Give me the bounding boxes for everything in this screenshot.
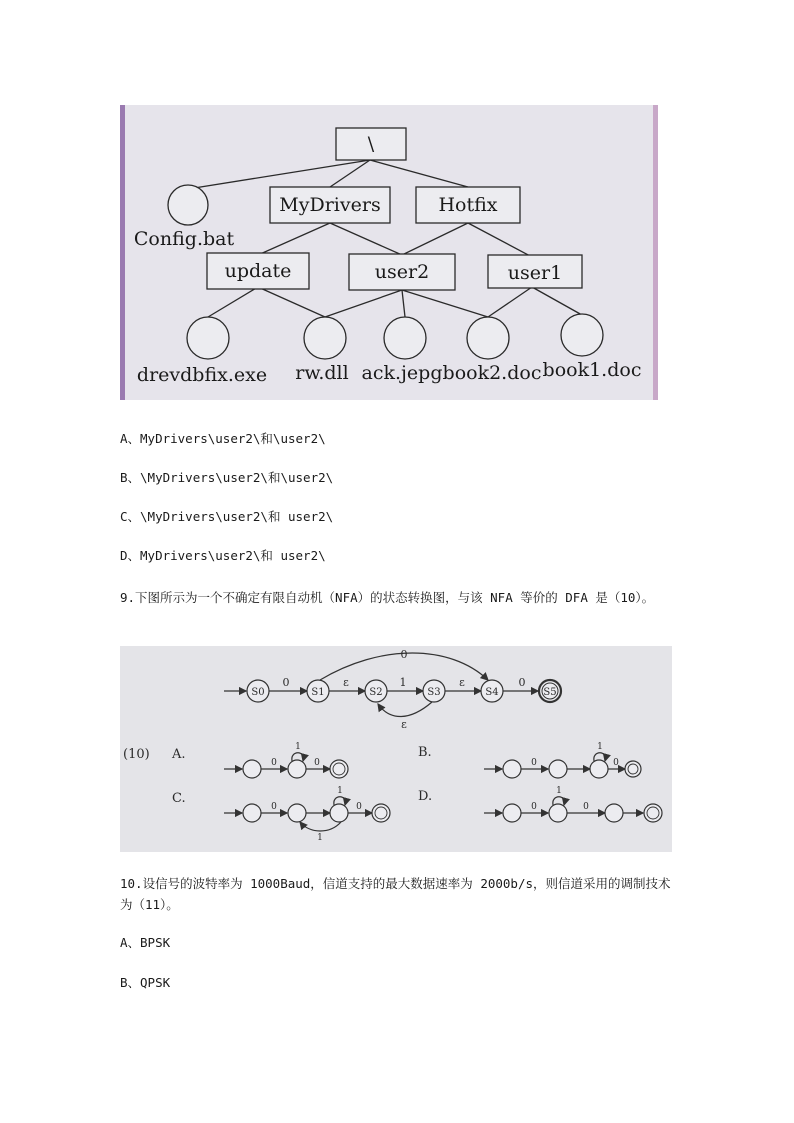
option-edge-label: 0 xyxy=(356,802,362,812)
nfa-state-s2: S2 xyxy=(369,687,383,698)
q10-stem: 10.设信号的波特率为 1000Baud，信道支持的最大数据速率为 2000b/s，则信道采用的调制技术为（11）。 xyxy=(120,876,671,912)
nfa-option-a-label: A. xyxy=(172,747,186,762)
option-edge-label: 1 xyxy=(295,742,301,752)
option-edge-label: 0 xyxy=(531,802,537,812)
tree-node-update: update xyxy=(224,260,292,282)
option-edge-label: 0 xyxy=(531,758,537,768)
nfa-option-c-label: C. xyxy=(172,791,186,806)
directory-tree-figure xyxy=(120,105,658,400)
q9-stem: 9.下图所示为一个不确定有限自动机（NFA）的状态转换图，与该 NFA 等价的 DFA 是（10）。 xyxy=(120,590,655,605)
q8-option-b: B、\MyDrivers\user2\和\user2\ xyxy=(120,470,334,485)
nfa-state-s4: S4 xyxy=(485,687,499,698)
nfa-option-b-label: B. xyxy=(418,745,432,760)
tree-root: \ xyxy=(367,133,375,155)
q8-option-d: D、MyDrivers\user2\和 user2\ xyxy=(120,548,326,563)
option-edge-label: 0 xyxy=(613,758,619,768)
option-edge-label: 1 xyxy=(317,833,323,843)
tree-leaf-rwdll: rw.dll xyxy=(295,362,349,384)
tree-node-user2: user2 xyxy=(374,261,430,283)
nfa-state-s5: S5 xyxy=(543,687,557,698)
nfa-edge-label: 0 xyxy=(400,648,408,661)
nfa-edge-label: 0 xyxy=(518,676,526,689)
q8-option-a: A、MyDrivers\user2\和\user2\ xyxy=(120,431,326,446)
tree-leaf-book2: book2.doc xyxy=(442,362,542,384)
nfa-question-label: (10) xyxy=(123,747,150,762)
q8-option-c: C、\MyDrivers\user2\和 user2\ xyxy=(120,509,334,524)
q10-option-b: B、QPSK xyxy=(120,975,171,990)
tree-leaf-drevdbfix: drevdbfix.exe xyxy=(136,364,268,386)
option-edge-label: 0 xyxy=(583,802,589,812)
nfa-state-s3: S3 xyxy=(427,687,441,698)
nfa-edge-label: ε xyxy=(343,676,349,689)
option-edge-label: 0 xyxy=(271,802,277,812)
tree-node-user1: user1 xyxy=(507,262,563,284)
nfa-state-s0: S0 xyxy=(251,687,265,698)
nfa-edge-label: ε xyxy=(459,676,465,689)
tree-leaf-ackjepg: ack.jepg xyxy=(361,362,443,384)
option-edge-label: 1 xyxy=(337,786,343,796)
tree-node-config: Config.bat xyxy=(133,228,235,250)
nfa-option-d-label: D. xyxy=(418,789,433,804)
option-edge-label: 0 xyxy=(271,758,277,768)
tree-leaf-book1: book1.doc xyxy=(542,359,642,381)
nfa-edge-label: 0 xyxy=(282,676,290,689)
option-edge-label: 1 xyxy=(556,786,562,796)
nfa-state-s1: S1 xyxy=(311,687,325,698)
tree-node-mydrivers: MyDrivers xyxy=(279,194,381,216)
tree-node-hotfix: Hotfix xyxy=(438,194,498,216)
nfa-edge-label: 1 xyxy=(399,676,407,689)
option-edge-label: 1 xyxy=(597,742,603,752)
nfa-edge-label: ε xyxy=(401,718,407,731)
option-edge-label: 0 xyxy=(314,758,320,768)
nfa-figure xyxy=(120,646,658,852)
q10-option-a: A、BPSK xyxy=(120,935,171,950)
